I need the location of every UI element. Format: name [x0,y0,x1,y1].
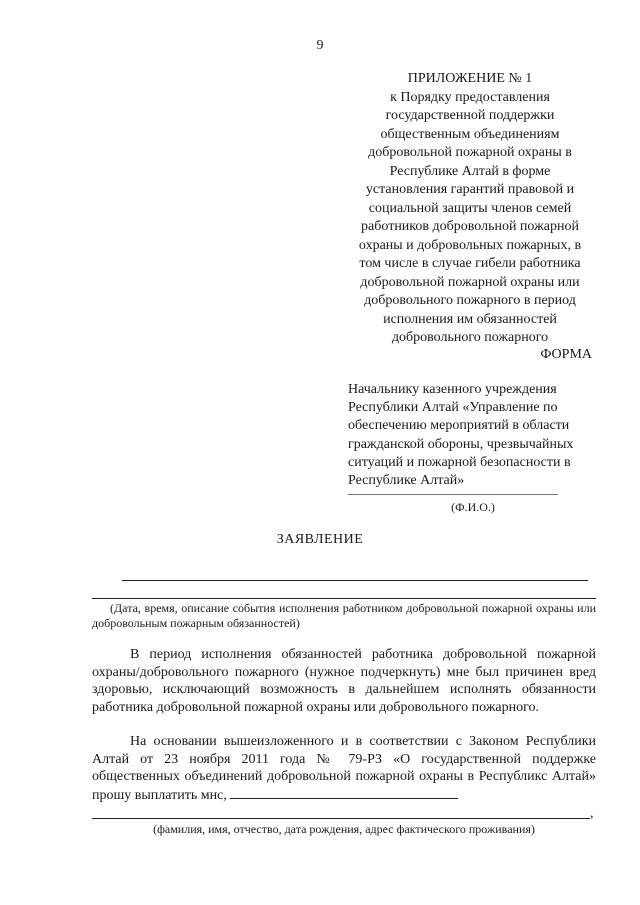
appendix-line: охраны и добровольных пожарных, в [358,237,582,253]
person-caption: (фамилия, имя, отчество, дата рождения, адрес фактического проживания) [153,822,535,836]
addressee-block [348,381,598,490]
appendix-line: добровольного пожарного [391,330,549,345]
event-blank-line [92,598,596,599]
document-title: ЗАЯВЛЕНИЕ [276,532,364,547]
addressee-line: гражданской обороны, чрезвычайных [348,436,574,452]
appendix-line: работников добровольной пожарной [361,219,579,234]
addressee-line: Начальнику казенного учреждения [348,382,557,397]
appendix-line: том числе в случае гибели работника [359,256,581,271]
appendix-line: добровольной пожарной охраны или [360,274,580,290]
appendix-header [340,70,600,348]
paragraph-request [92,733,596,804]
fio-blank-line [348,494,558,495]
event-blank-line [122,580,588,581]
addressee-line: Республике Алтай» [348,473,465,489]
appendix-line: ПРИЛОЖЕНИЕ № 1 [407,71,533,86]
fio-caption: (Ф.И.О.) [451,500,495,514]
appendix-line: добровольного пожарного в период [364,293,576,308]
paragraph-injury: В период исполнения обязанностей работника добровольной пожарной охраны/добровольного пожарного (нужное подчеркнуть) мне был причинен вред здоровью, исключающий возможность в дальнейшем исполнять обязанности работника добровольной пожарной охраны или добровольного пожарного. [92,647,596,715]
appendix-line: установления гарантий правовой и [365,182,575,197]
recipient-blank-line [230,786,458,799]
person-blank-line [92,818,590,819]
trailing-comma: , [590,806,594,821]
appendix-line: социальной защиты членов семей [368,200,572,216]
appendix-line: добровольной пожарной охраны в [368,145,572,160]
appendix-line: к Порядку предоставления [390,89,550,105]
paragraph-request-text: На основании вышеизложенного и в соответствии с Законом Республики Алтай от 23 ноября 2011 года № 79-РЗ «О государственной поддержке общественных объединений добровольной пожарной охраны в Республикс Алтай» прошу выплатить мнс, [92,734,596,803]
page-number: 9 [316,38,324,53]
addressee-line: обеспечению мероприятий в области [348,418,570,434]
appendix-line: исполнения им обязанностей [383,311,557,327]
addressee-line: ситуаций и пожарной безопасности в [348,454,571,470]
addressee-line: Республики Алтай «Управление по [348,400,558,416]
appendix-line: Республике Алтай в форме [389,163,551,179]
event-caption: (Дата, время, описание события исполнения работником добровольной пожарной охраны или добровольным пожарным обязанностей) [92,601,596,630]
form-label: ФОРМА [540,347,592,362]
appendix-line: общественным объединениям [380,126,560,142]
appendix-line: государственной поддержки [385,108,555,123]
